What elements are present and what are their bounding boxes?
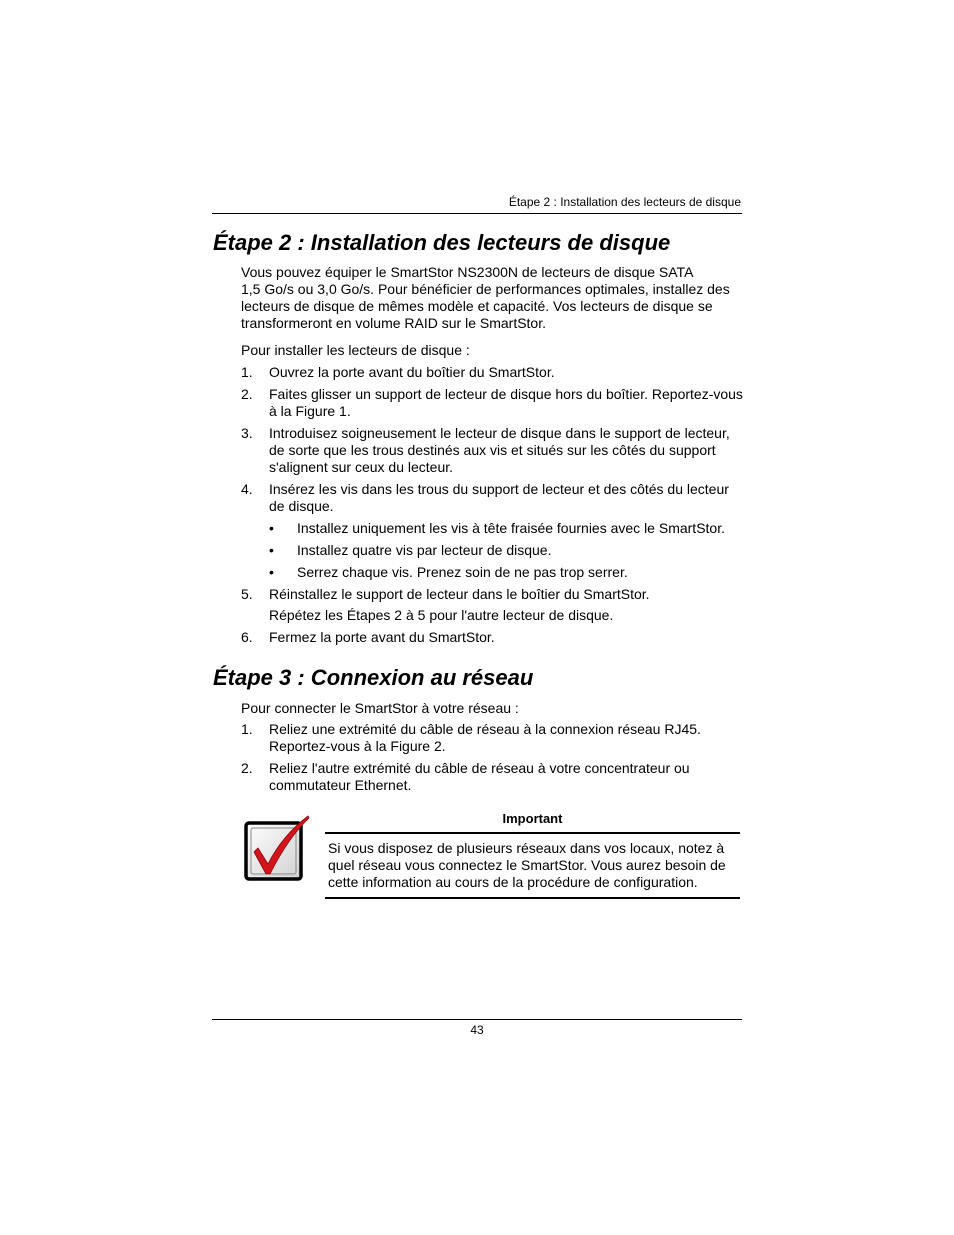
bullet-text: Installez quatre vis par lecteur de disque.: [297, 542, 552, 558]
step-line: Faites glisser un support de lecteur de disque hors du boîtier. Reportez-vous: [269, 386, 743, 402]
step-line: s'alignent sur ceux du lecteur.: [269, 459, 454, 475]
step-line: commutateur Ethernet.: [269, 777, 412, 793]
intro-line: transformeront en volume RAID sur le SmartStor.: [241, 315, 546, 331]
step-line: Reliez l'autre extrémité du câble de réseau à votre concentrateur ou: [269, 760, 690, 776]
step-number: 1.: [241, 364, 253, 380]
section-title-etape-3: Étape 3 : Connexion au réseau: [213, 665, 534, 690]
bullet-text: Serrez chaque vis. Prenez soin de ne pas trop serrer.: [297, 564, 628, 580]
intro-paragraph: [241, 264, 741, 332]
checkmark-icon: [244, 814, 310, 882]
step-number: 5.: [241, 586, 253, 602]
step-line: Insérez les vis dans les trous du support de lecteur et des côtés du lecteur: [269, 481, 729, 497]
step-line: de disque.: [269, 498, 334, 514]
repeat-note: Répétez les Étapes 2 à 5 pour l'autre lecteur de disque.: [269, 607, 614, 623]
section-title-etape-2: Étape 2 : Installation des lecteurs de disque: [213, 230, 671, 255]
network-lead: [241, 700, 741, 717]
step-text: [269, 721, 701, 755]
header-rule: [212, 213, 742, 214]
step-text: [269, 481, 729, 515]
step-text: [269, 386, 743, 420]
bullet-icon: •: [269, 520, 274, 536]
important-line: cette information au cours de la procédure de configuration.: [328, 874, 698, 890]
important-rule-bottom: [325, 897, 740, 899]
step-text: [269, 364, 555, 381]
step-number: 1.: [241, 721, 253, 737]
important-text: [328, 840, 726, 891]
step-line: Fermez la porte avant du SmartStor.: [269, 629, 495, 645]
step-number: 6.: [241, 629, 253, 645]
step-line: Réinstallez le support de lecteur dans le boîtier du SmartStor.: [269, 586, 650, 602]
step-number: 2.: [241, 386, 253, 402]
step-line: à la Figure 1.: [269, 403, 351, 419]
step-number: 2.: [241, 760, 253, 776]
page-number: 43: [470, 1023, 484, 1037]
intro-line: Vous pouvez équiper le SmartStor NS2300N de lecteurs de disque SATA: [241, 264, 694, 280]
step-line: Ouvrez la porte avant du boîtier du SmartStor.: [269, 364, 555, 380]
step-text: [269, 425, 730, 476]
important-line: quel réseau vous connectez le SmartStor. Vous aurez besoin de: [328, 857, 726, 873]
bullet-text: Installez uniquement les vis à tête fraisée fournies avec le SmartStor.: [297, 520, 725, 536]
intro-line: lecteurs de disque de mêmes modèle et capacité. Vos lecteurs de disque se: [241, 298, 713, 314]
bullet-icon: •: [269, 564, 274, 580]
important-rule-top: [325, 832, 740, 834]
step-text: [269, 760, 690, 794]
step-line: Reportez-vous à la Figure 2.: [269, 738, 446, 754]
step-number: 4.: [241, 481, 253, 497]
running-header: Étape 2 : Installation des lecteurs de disque: [508, 195, 741, 209]
step-text: [269, 586, 650, 603]
install-lead-text: Pour installer les lecteurs de disque :: [241, 342, 470, 358]
install-lead: [241, 342, 741, 359]
step-line: de sorte que les trous destinés aux vis et situés sur les côtés du support: [269, 442, 716, 458]
network-lead-text: Pour connecter le SmartStor à votre réseau :: [241, 700, 519, 716]
intro-line: 1,5 Go/s ou 3,0 Go/s. Pour bénéficier de performances optimales, installez des: [241, 281, 730, 297]
bullet-icon: •: [269, 542, 274, 558]
important-title: Important: [502, 811, 563, 826]
step-line: Introduisez soigneusement le lecteur de disque dans le support de lecteur,: [269, 425, 730, 441]
step-text: [269, 629, 495, 646]
footer-rule: [212, 1019, 742, 1020]
step-number: 3.: [241, 425, 253, 441]
important-line: Si vous disposez de plusieurs réseaux dans vos locaux, notez à: [328, 840, 725, 856]
step-line: Reliez une extrémité du câble de réseau à la connexion réseau RJ45.: [269, 721, 701, 737]
